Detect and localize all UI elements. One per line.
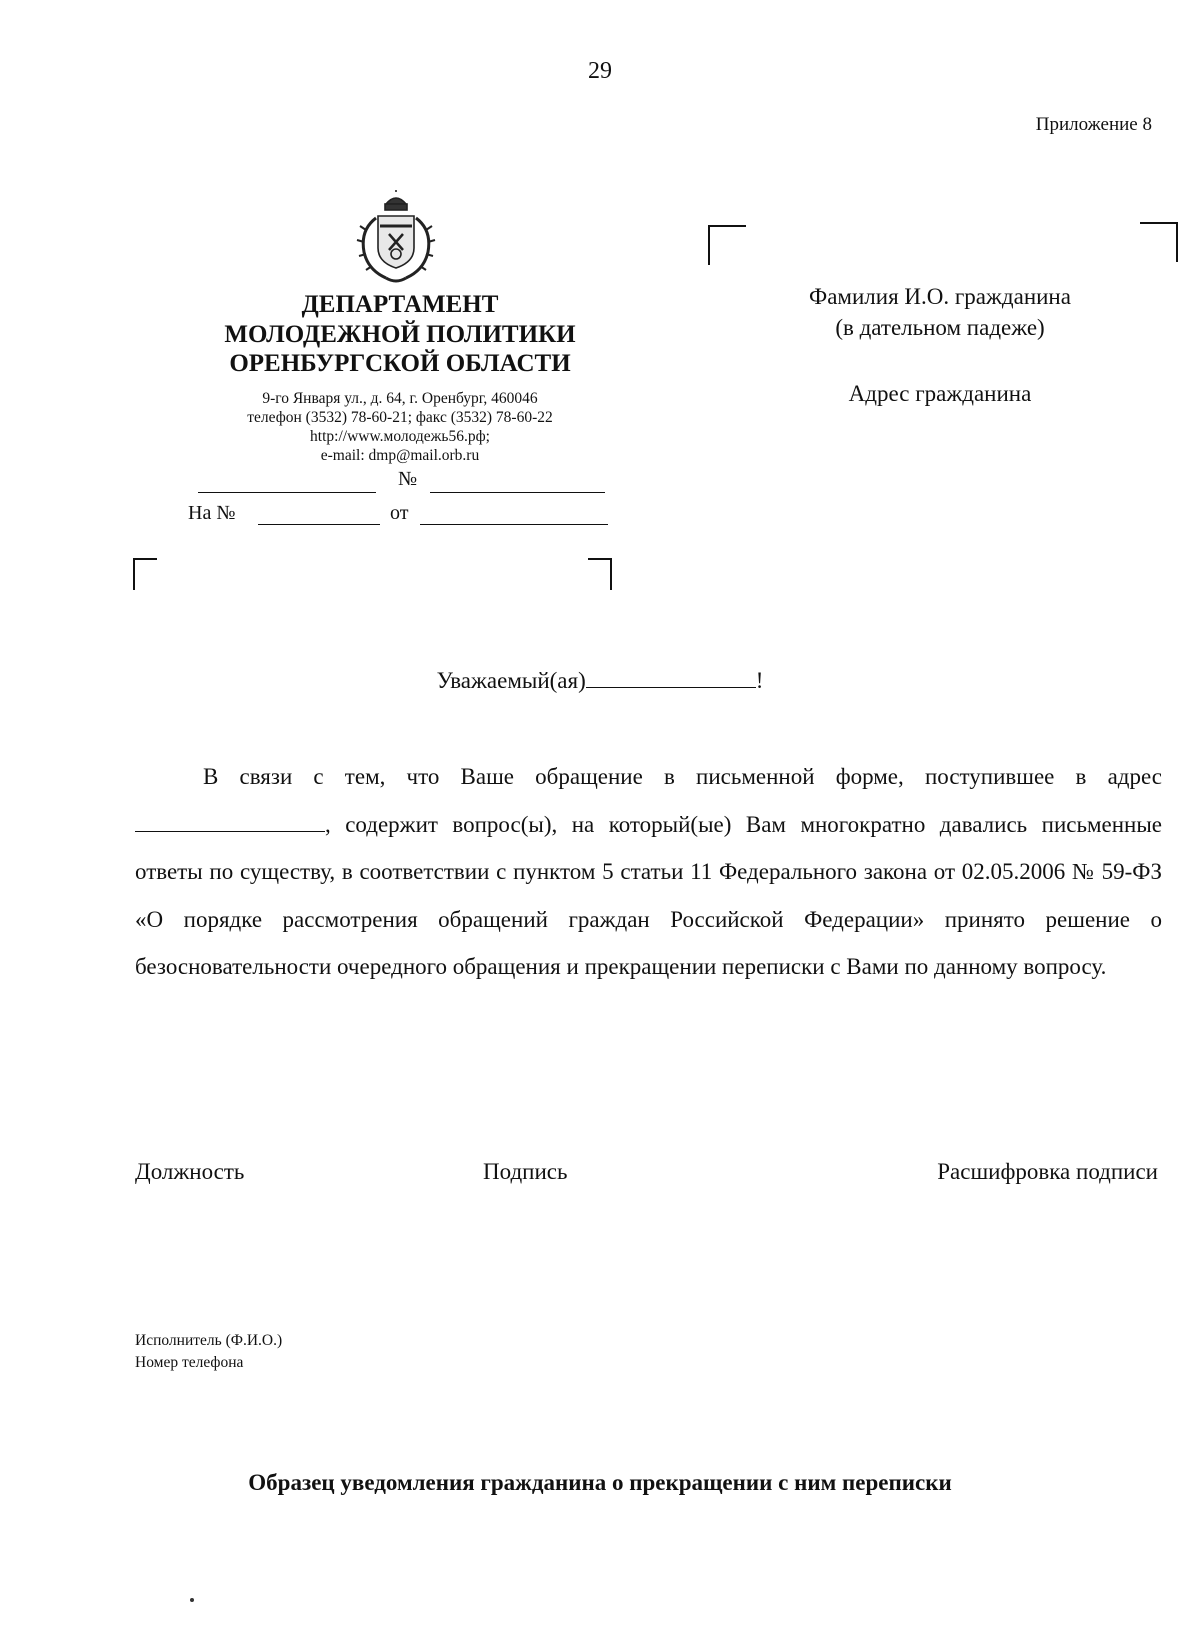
signature-position: Должность [135, 1159, 245, 1184]
recipient-bracket-right [1140, 222, 1178, 262]
reference-from-label: от [390, 502, 409, 524]
signature-decoding: Расшифровка подписи [937, 1159, 1158, 1184]
recipient-address: Адрес гражданина [848, 381, 1032, 406]
letter-body [135, 753, 1162, 991]
document-caption: Образец уведомления гражданина о прекращении с ним переписки [248, 1470, 952, 1495]
scan-artifact-dot [190, 1598, 194, 1602]
reference-label: На № [188, 502, 236, 524]
appendix-label: Приложение 8 [1035, 114, 1152, 135]
reference-number-line [258, 524, 380, 525]
signature-sign: Подпись [483, 1159, 568, 1184]
greeting [0, 668, 1200, 694]
body-part-1: В связи с тем, что Ваше обращение в письменной форме, поступившее в адрес [203, 764, 1162, 789]
registration-number-sign: № [398, 468, 418, 490]
sender-address: 9-го Января ул., д. 64, г. Оренбург, 460046 [262, 390, 538, 407]
greeting-blank-line [586, 687, 756, 688]
greeting-prefix: Уважаемый(ая) [436, 668, 586, 693]
executor-name: Исполнитель (Ф.И.О.) [135, 1332, 283, 1349]
department-name-line-2: МОЛОДЕЖНОЙ ПОЛИТИКИ [224, 321, 576, 348]
sender-email: e-mail: dmp@mail.orb.ru [320, 447, 480, 464]
corner-bracket-top-left [133, 558, 157, 590]
department-name-line-3: ОРЕНБУРГСКОЙ ОБЛАСТИ [229, 350, 571, 377]
recipient-name-line-2: (в дательном падеже) [835, 315, 1045, 340]
body-part-2: , содержит вопрос(ы), на который(ые) Вам многократно давались письменные ответы по существу, в соответствии с пунктом 5 статьи 11 Федерального закона от 02.05.2006 № 59-ФЗ «О порядке рассмотрения обращений граждан Российской Федерации» принято решение о безосновательности очередного обращения и прекращении переписки с Вами по данному вопросу. [135, 811, 1162, 979]
registration-date-line [198, 492, 376, 493]
page-number: 29 [588, 58, 612, 84]
sender-phones: телефон (3532) 78-60-21; факс (3532) 78-60-22 [247, 409, 553, 426]
body-blank-line [135, 831, 325, 832]
sender-website: http://www.молодежь56.рф; [310, 428, 490, 445]
executor-phone: Номер телефона [135, 1354, 244, 1371]
recipient-bracket-left [708, 225, 746, 265]
greeting-suffix: ! [755, 668, 764, 693]
corner-bracket-top-right [588, 558, 612, 590]
recipient-name-line-1: Фамилия И.О. гражданина [809, 284, 1071, 309]
reference-date-line [420, 524, 608, 525]
registration-number-line [430, 492, 605, 493]
department-name-line-1: ДЕПАРТАМЕНТ [301, 291, 499, 318]
coat-of-arms-icon [356, 190, 436, 286]
